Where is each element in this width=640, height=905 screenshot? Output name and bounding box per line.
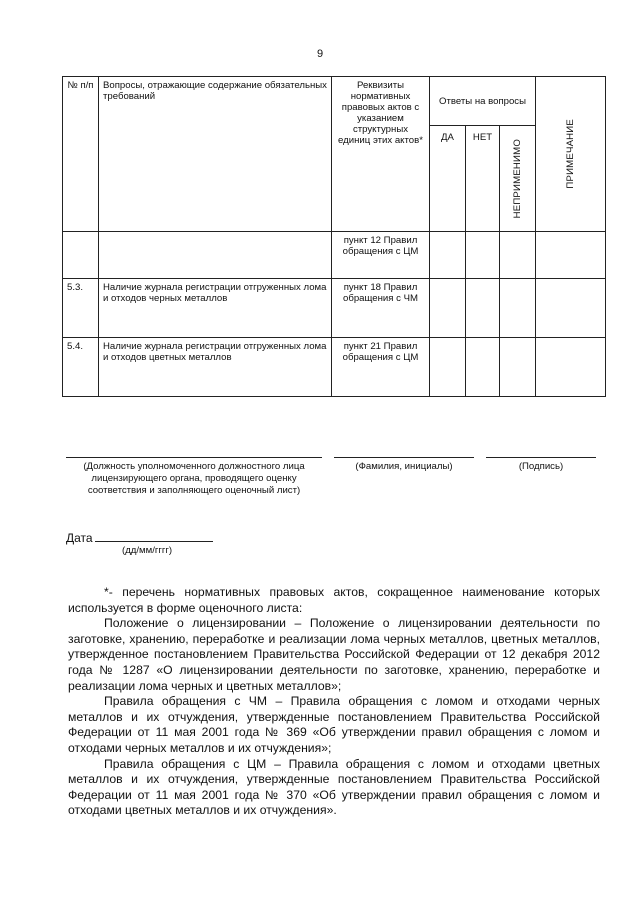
header-note (536, 77, 606, 232)
sign-caption: (Подпись) (518, 461, 564, 472)
answer-yes-cell[interactable] (430, 279, 466, 338)
table-row (63, 232, 606, 279)
header-na-label: НЕПРИМЕНИМО (512, 138, 523, 219)
date-field[interactable] (95, 530, 213, 542)
header-no: НЕТ (466, 126, 500, 232)
table-row (63, 338, 606, 397)
header-num: № п/п (63, 77, 99, 232)
footnotes (68, 585, 600, 819)
answer-na-cell[interactable] (500, 232, 536, 279)
row-num: 5.4. (63, 338, 99, 397)
row-requisite: пункт 12 Правил обращения с ЦМ (332, 232, 430, 279)
table-row (63, 279, 606, 338)
position-signature-line[interactable] (66, 457, 322, 458)
row-requisite: пункт 18 Правил обращения с ЧМ (332, 279, 430, 338)
name-signature-line[interactable] (334, 457, 474, 458)
note-cell[interactable] (536, 338, 606, 397)
date-row (66, 530, 213, 545)
page-number: 9 (316, 48, 324, 60)
sign-line[interactable] (486, 457, 596, 458)
row-requisite: пункт 21 Правил обращения с ЦМ (332, 338, 430, 397)
row-question (99, 232, 332, 279)
header-requisites: Реквизиты нормативных правовых актов с указанием структурных единиц этих актов* (332, 77, 430, 232)
answer-na-cell[interactable] (500, 338, 536, 397)
row-question: Наличие журнала регистрации отгруженных лома и отходов цветных металлов (99, 338, 332, 397)
answer-no-cell[interactable] (466, 279, 500, 338)
row-question: Наличие журнала регистрации отгруженных лома и отходов черных металлов (99, 279, 332, 338)
footnote-nonferrous: Правила обращения с ЦМ – Правила обращения с ломом и отходами цветных металлов и их отчуждения, утвержденные постановлением Правительства Российской Федерации от 11 мая 2001 года № 370 «Об утверждении правил обращения с ломом и отходами цветных металлов и их отчуждения». (68, 756, 600, 818)
answer-yes-cell[interactable] (430, 232, 466, 279)
assessment-table (62, 76, 606, 397)
note-cell[interactable] (536, 279, 606, 338)
answer-na-cell[interactable] (500, 279, 536, 338)
header-answers: Ответы на вопросы (430, 77, 536, 126)
header-questions: Вопросы, отражающие содержание обязательных требований (99, 77, 332, 232)
footnote-ferrous: Правила обращения с ЧМ – Правила обращения с ломом и отходами черных металлов и их отчуждения, утвержденные постановлением Правительства Российской Федерации от 11 мая 2001 года № 369 «Об утверждении правил обращения с ломом и отходами черных металлов и их отчуждения»; (68, 694, 600, 755)
footnote-intro: *- перечень нормативных правовых актов, сокращенное наименование которых используется в форме оценочного листа: (68, 585, 600, 615)
position-caption: (Должность уполномоченного должностного лица лицензирующего органа, проводящего оценку соответствия и заполняющего оценочный лист) (83, 461, 305, 496)
header-note-label: ПРИМЕЧАНИЕ (565, 119, 576, 189)
header-na (500, 126, 536, 232)
date-label: Дата (66, 531, 93, 545)
header-yes: ДА (430, 126, 466, 232)
row-num: 5.3. (63, 279, 99, 338)
date-format: (дд/мм/гггг) (122, 545, 173, 556)
row-num (63, 232, 99, 279)
name-caption: (Фамилия, инициалы) (355, 461, 453, 472)
note-cell[interactable] (536, 232, 606, 279)
answer-no-cell[interactable] (466, 338, 500, 397)
answer-yes-cell[interactable] (430, 338, 466, 397)
footnote-licensing: Положение о лицензировании – Положение о лицензировании деятельности по заготовке, хранению, переработке и реализации лома черных металлов, цветных металлов, утвержденное постановлением Правительства Российской Федерации от 12 декабря 2012 года № 1287 «О лицензировании деятельности по заготовке, хранению, переработке и реализации лома черных и цветных металлов»; (68, 616, 600, 693)
answer-no-cell[interactable] (466, 232, 500, 279)
